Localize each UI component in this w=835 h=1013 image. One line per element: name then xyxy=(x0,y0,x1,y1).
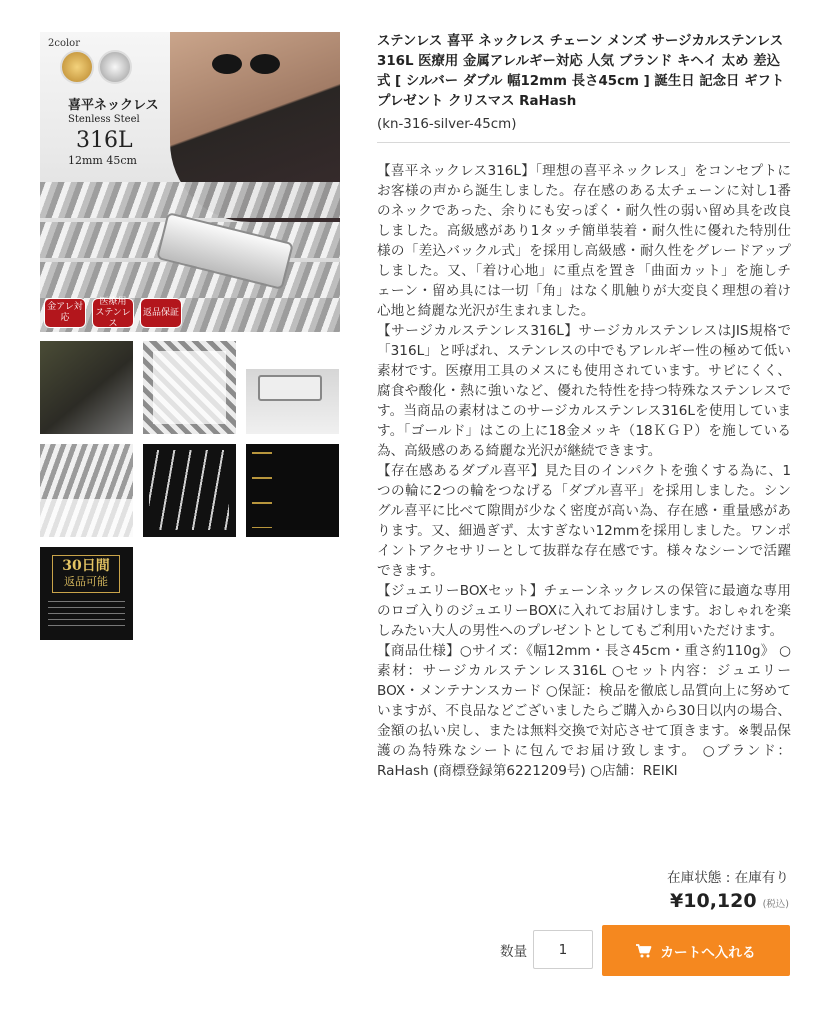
description-paragraph: 【存在感あるダブル喜平】見た目のインパクトを強くする為に、1つの輪に2つの輪をつなげる「ダブル喜平」を採用しました。シングル喜平に比べて隙間が少なく密度が高い為、存在感・重量感があります。又、細過ぎず、太すぎない12mmを採用しました。ワンポイントアクセサリーとして抜群な存在感です。様々なシーンで活躍できます。 xyxy=(377,463,791,579)
divider xyxy=(377,142,790,143)
thumbnail-4[interactable] xyxy=(40,444,133,537)
thumbnail-7[interactable] xyxy=(40,547,133,640)
return-badge xyxy=(52,555,120,593)
thumbnail-1[interactable] xyxy=(40,341,133,434)
image-grade: 316L xyxy=(76,128,133,153)
description-paragraph: 【サージカルステンレス316L】サージカルステンレスはJIS規格で「316L」と呼ばれ、ステンレスの中でもアレルギー性の極めて低い素材です。医療用工具のメスにも使用されています。サビにくく、腐食や酸化・熱に強いなど、優れた特性を持つ特殊なステンレスです。当商品の素材はこのサージカルステンレス316Lを使用しています。「ゴールド」はこの上に18金メッキ（18ＫＧＰ）を施している為、高級感のある綺麗な光沢が継続できます。 xyxy=(377,323,791,459)
thumb-text-lines xyxy=(48,601,125,631)
quantity-input[interactable] xyxy=(533,930,593,969)
badge: 医療用ステンレス xyxy=(92,298,134,328)
image-jp-title: 喜平ネックレス xyxy=(68,98,159,113)
cart-icon xyxy=(636,944,652,958)
price-block xyxy=(670,890,789,912)
stock-status: 在庫状態 : 在庫有り xyxy=(667,870,789,886)
thumbnail-3[interactable] xyxy=(246,341,339,434)
image-size: 12mm 45cm xyxy=(68,154,137,167)
gold-swatch xyxy=(60,50,94,84)
quantity-label: 数量 xyxy=(500,944,528,960)
product-description xyxy=(377,161,791,781)
badge: 金アレ対応 xyxy=(44,298,86,328)
silver-swatch xyxy=(98,50,132,84)
sunglasses-graphic xyxy=(212,54,282,74)
tax-note: (税込) xyxy=(762,899,789,910)
thumbnail-5[interactable] xyxy=(143,444,236,537)
image-en-title: Stenless Steel xyxy=(68,114,140,125)
badge: 返品保証 xyxy=(140,298,182,328)
price-amount: ¥10,120 xyxy=(670,890,757,912)
product-title: ステンレス 喜平 ネックレス チェーン メンズ サージカルステンレス 316L 医療用 金属アレルギー対応 人気 ブランド キヘイ 太め 差込式 [ シルバー ダブル 幅12mm 長さ45cm ] 誕生日 記念日 ギフト プレゼント クリスマス RaHash xyxy=(377,34,785,109)
main-product-image[interactable] xyxy=(40,32,340,332)
add-to-cart-button[interactable] xyxy=(602,925,790,976)
description-paragraph: 【喜平ネックレス316L】「理想の喜平ネックレス」をコンセプトにお客様の声から誕生しました。存在感のある太チェーンに対し1番のネックであった、余りにも安っぽく・耐久性の弱い留め具を改良しました。高級感があり1タッチ簡単装着・耐久性に優れた特別仕様の「差込バックル式」を採用し高級感・耐久性をグレードアップしました。又、「着け心地」に重点を置き「曲面カット」を施しチェーン・留め具には一切「角」はなく肌触りが大変良く理想の着け心地と綺麗な光沢が生まれました。 xyxy=(377,163,791,319)
add-to-cart-label: カートへ入れる xyxy=(660,944,756,961)
return-badge-sub: 返品可能 xyxy=(64,575,108,588)
thumbnail-6[interactable] xyxy=(246,444,339,537)
description-paragraph: 【ジュエリーBOXセット】チェーンネックレスの保管に最適な専用のロゴ入りのジュエリーBOXに入れてお届けします。おしゃれを楽しみたい大人の男性へのプレゼントとしてもご利用いただけます。 xyxy=(377,583,791,639)
product-sku: (kn-316-silver-45cm) xyxy=(377,117,517,132)
thumbnail-grid xyxy=(40,341,340,640)
description-paragraph: 【商品仕様】○サイズ：《幅12mm・長さ45cm・重さ約110g》 ○素材：サージカルステンレス316L ○セット内容：ジュエリーBOX・メンテナンスカード ○保証：検品を徹底し品質向上に努めていますが、不良品などございましたらご購入から30日以内の場合、金額の払い戻し、または無料交換で対応させて頂きます。※製品保護の為特殊なシートに包んでお届け致します。 ○ブランド：RaHash (商標登録第6221209号) ○店舗：REIKI xyxy=(377,643,791,779)
color-tag: 2color xyxy=(48,38,80,49)
color-swatches xyxy=(60,50,132,84)
thumbnail-2[interactable] xyxy=(143,341,236,434)
chain-graphic xyxy=(40,262,340,298)
image-badges xyxy=(44,298,182,328)
return-badge-heading: 30日間 xyxy=(62,558,110,574)
chain-graphic xyxy=(40,182,340,218)
